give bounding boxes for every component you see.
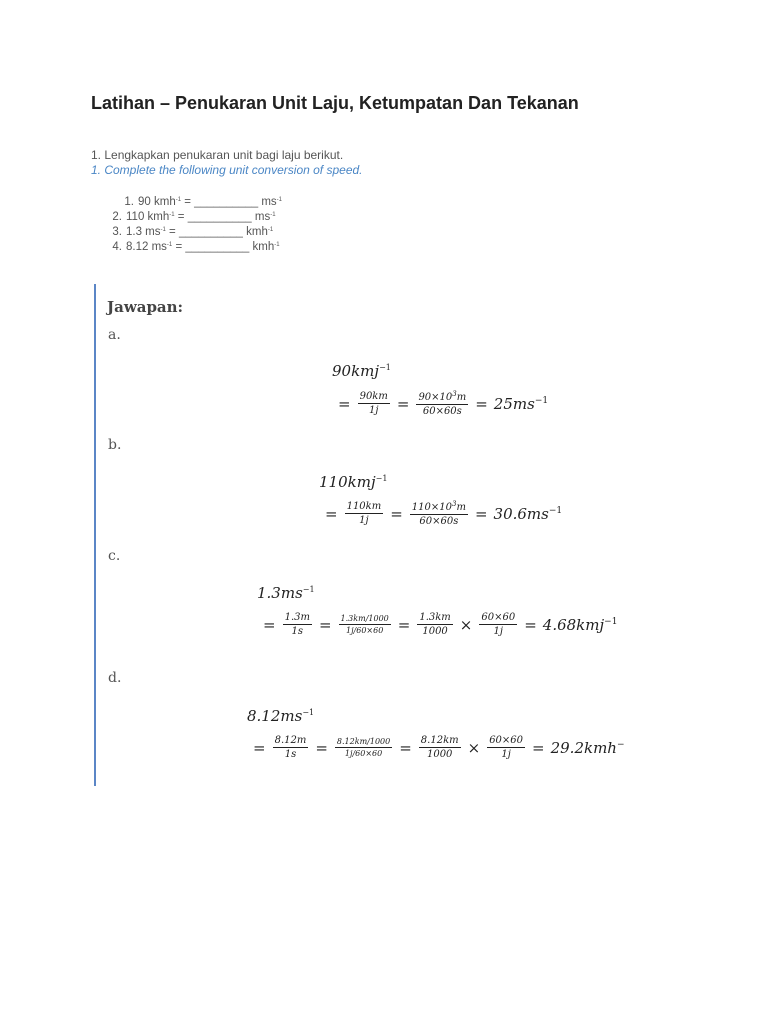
- answer-quote-bar: [94, 284, 96, 786]
- question-item: 3. 1.3 $ms^{-1}$ = __________ kmh$^{-1}$: [112, 226, 274, 238]
- page-title: Latihan – Penukaran Unit Laju, Ketumpatan Dan Tekanan: [91, 93, 579, 113]
- question-list: [100, 193, 282, 253]
- question-text-english: 1. Complete the following unit conversion of speed.: [91, 163, 363, 177]
- given-c: $1.3ms^{-1}$: [257, 584, 315, 602]
- question-item: 2. 110 kmh$^{-1}$ = __________ $ms^{-1}$: [112, 211, 276, 223]
- question-text-malay: 1. Lengkapkan penukaran unit bagi laju berikut.: [91, 148, 344, 162]
- part-label-c: c.: [108, 548, 121, 564]
- given-a: 90kmj$^{-1}$: [332, 362, 391, 380]
- part-label-b: b.: [108, 437, 122, 453]
- question-item: 4. 8.12 $ms^{-1}$ = __________ kmh$^{-1}$: [112, 241, 280, 253]
- part-label-d: d.: [108, 670, 122, 686]
- part-label-a: a.: [108, 327, 121, 343]
- given-d: $8.12ms^{-1}$: [247, 707, 315, 725]
- working-d: = $\frac{8.12m}{1s}$ = $\frac{8.12km/1000}{1j/60\times 60}$ = $\frac{8.12km}{1000}$ × $\frac{60\times 60}{1j}$ = 29.2kmh−: [253, 735, 625, 760]
- answer-heading: Jawapan:: [107, 298, 184, 316]
- working-c: = $\frac{1.3m}{1s}$ = $\frac{1.3km/1000}{1j/60\times 60}$ = $\frac{1.3km}{1000}$ × $\frac{60\times 60}{1j}$ = 4.68kmj$^{-1}$: [263, 612, 618, 637]
- question-item: 1. 90 kmh$^{-1}$ = __________ $ms^{-1}$: [124, 196, 282, 208]
- working-a: = $\frac{90km}{1j}$ = $\frac{90\times 10^3m}{60\times 60s}$ = $25ms^{-1}$: [338, 390, 549, 417]
- working-b: = $\frac{110km}{1j}$ = $\frac{110\times 10^3m}{60\times 60s}$ = $30.6ms^{-1}$: [325, 500, 563, 527]
- given-b: 110kmj$^{-1}$: [319, 473, 388, 491]
